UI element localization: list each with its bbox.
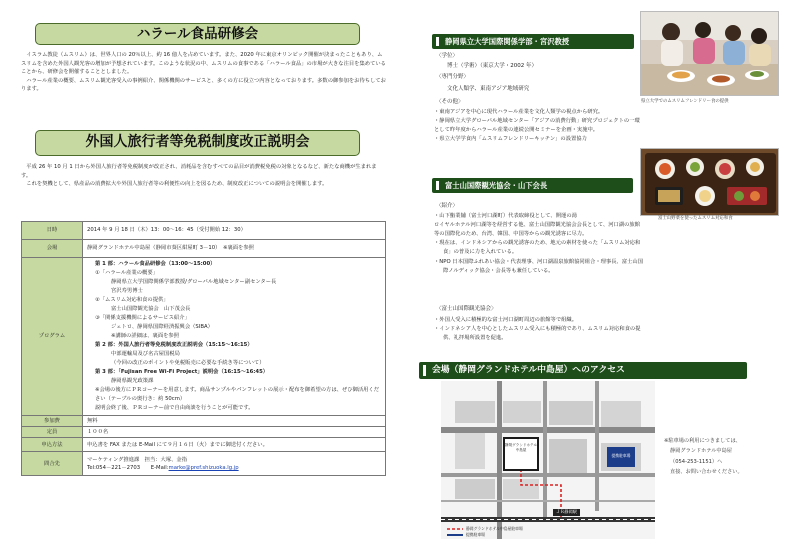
list-item: 食」の普及に力を入れている。	[443, 249, 518, 256]
other-label: 〈その他〉	[436, 99, 464, 105]
list-item: ・外国人受入に積極的な富士河口湖町周辺の旅館等で組織。	[434, 317, 578, 323]
program-line: 富士山国際観光協会 山下茂会長	[111, 306, 191, 312]
program-line: 静岡県立大学国際関係学部教授/グローバル地域センター副センター長	[111, 279, 277, 285]
parking-note	[664, 436, 794, 478]
washoku-photo-icon	[641, 149, 779, 216]
yamashita-assoc-list	[434, 316, 779, 343]
program-line: 第 2 部：外国人旅行者等免税制度改正説明会（15:15～16:15）	[95, 342, 253, 348]
tax-paragraph-1: 平成 26 年 10 月 1 日から外国人旅行者等免税制度が改正され、消耗品を含むすべての品目が消費税免税の対象となるなど、新たな商機が生まれます。	[21, 164, 377, 179]
halal-paragraph	[21, 51, 386, 94]
tax-title: 外国人旅行者等免税制度改正説明会	[85, 134, 310, 151]
header-accent	[436, 181, 439, 190]
apply-label: 申込方法	[22, 438, 83, 452]
capacity-value: １００名	[83, 427, 386, 438]
list-item: ロイヤルホテル河口湖等を経営する他、富士山国際観光協会会長として、河口湖の旅館	[434, 222, 640, 229]
degree-value: 博士（学術）（東京大学・2002 年）	[447, 63, 537, 69]
table-row	[22, 258, 386, 416]
table-row	[22, 416, 386, 427]
program-line: 第 1 部：ハラール食品研修会（13:00～15:00）	[95, 261, 216, 267]
header-accent	[423, 365, 426, 375]
field-value: 文化人類学、東南アジア地域研究	[447, 86, 530, 92]
list-item: ・山下鮨業舗（富士河口湖町）代表取締役として、開運の湯	[434, 213, 577, 219]
list-item: として昨年度からハラール産業の連続公開セミナーを企画・実施中。	[434, 127, 599, 134]
program-line: ②「ムスリム対応和食の提供」	[95, 297, 169, 303]
miyazawa-other-list	[434, 108, 774, 144]
list-item: ・NPO 日本国際ふれあい協会・代表理事、河口湖温泉旅館協同組合・理事長、富士山国	[434, 258, 643, 265]
washoku-photo	[640, 148, 779, 216]
venue-label: 会場	[22, 240, 83, 258]
table-row	[22, 222, 386, 240]
program-value	[83, 258, 386, 416]
program-line: （今回の改正のポイントや免税販売に必要な手続き等について）	[111, 360, 265, 366]
map-legend-hotel-parking: 静岡グランドホテル中島屋駐車場	[466, 526, 523, 531]
university-food-photo	[640, 11, 779, 96]
program-line: ※講師の詳細は、裏面を参照	[111, 333, 180, 339]
venue-value: 静岡グランドホテル中島屋（静岡市葵区紺屋町 3－10） ※裏面を参照	[83, 240, 386, 258]
contact-department: マーケティング推進課 担当：大塚、金指	[87, 456, 188, 463]
yamashita-header-text: 富士山国際観光協会・山下会長	[445, 180, 548, 190]
program-line: 中部運輸局及び名古屋国税局	[111, 351, 180, 357]
washoku-photo-caption: 富士山野菜を使ったムスリム対応和食	[658, 216, 733, 221]
miyazawa-header-text: 静岡県立大学国際関係学部・宮沢教授	[445, 36, 570, 46]
program-list	[87, 260, 381, 413]
table-row	[22, 438, 386, 452]
program-line: ジェトロ、静岡県国際経済振興会（SIBA）	[111, 324, 213, 330]
contact-email-link[interactable]: marke@pref.shizuoka.lg.jp	[168, 464, 239, 471]
list-item: 供、礼拝場所設置を促進。	[443, 335, 507, 342]
tax-paragraph-2: これを契機として、県産品の消費拡大や外国人旅行者等の利便性の向上を図るため、制度改正についての説明会を開催します。	[26, 181, 328, 188]
halal-paragraph-2: ハラール産業の概要、ムスリム観光客受入の事例紹介、関係機関のサービスと、多くの方に役立つ内容となっております。多数の御参加をお待ちしております。	[21, 77, 386, 93]
intro-label: 〈紹介〉	[436, 203, 459, 209]
program-line: 宮沢寿男博士	[111, 288, 143, 294]
header-accent	[436, 37, 439, 46]
program-line: ③「関係支援機関によるサービス紹介」	[95, 315, 190, 321]
map-parking-label: 提携駐車場	[611, 453, 631, 458]
list-item: 等の国際化のため、台湾、韓国、中国等からの観光誘客に尽力。	[434, 231, 588, 238]
fee-label: 参加費	[22, 416, 83, 427]
miyazawa-header	[432, 34, 634, 49]
parking-note-line: ※駐車場の利用につきましては、	[664, 438, 741, 444]
apply-value: 申込書を FAX または E-Mail にて９月１６日（火）までに御送付ください。	[83, 438, 386, 452]
contact-tel-mail	[87, 464, 381, 472]
contact-value	[83, 452, 386, 476]
table-row	[22, 427, 386, 438]
list-item: ・静岡県立大学グローバル地域センター「アジアの消費行動」研究プロジェクトの一環	[434, 118, 640, 125]
halal-title: ハラール食品研修会	[136, 25, 259, 42]
capacity-label: 定員	[22, 427, 83, 438]
map-legend-partner-parking: 提携駐車場	[466, 532, 485, 537]
tax-paragraph	[21, 163, 386, 189]
degree-label: 〈学位〉	[436, 53, 459, 59]
tax-title-banner	[35, 130, 360, 156]
list-item: ・県立大学学食内「ムスリムフレンドリーキッチン」の設置協力	[434, 136, 587, 143]
contact-label: 問合先	[22, 452, 83, 476]
list-item: ・東南アジアを中心に現代ハラール産業を文化人類学の視点から研究。	[434, 109, 604, 115]
date-value: 2014 年 9 月 18 日（木）13：00～16：45（受付開始 12：30）	[83, 222, 386, 240]
parking-note-line: （054-253-1151）へ	[670, 458, 723, 465]
date-label: 日時	[22, 222, 83, 240]
halal-title-banner	[35, 23, 360, 45]
access-header-text: 会場（静岡グランドホテル中島屋）へのアクセス	[432, 364, 625, 375]
event-info-table	[21, 221, 386, 476]
list-item: ・インドネシア人を中心としたムスリム受入にも積極的であり、ムスリム対応和食の提	[434, 326, 641, 333]
assoc-label: 〈富士山国際観光協会〉	[436, 306, 497, 312]
list-item: ・現在は、インドネシアからの観光誘客のため、地元の素材を使った「ムスリム対応和	[434, 240, 641, 247]
program-line: 第 3 部：「Fujisan Free Wi-Fi Project」説明会（16:15～16:45）	[95, 369, 269, 375]
program-line: 説明会終了後、ＰＲコーナー前で自由商談を行うことが可能です。	[95, 405, 254, 411]
field-label: 〈専門分野〉	[436, 74, 470, 80]
program-line: ※会場の後方にＰＲコーナーを用意します。商品サンプルやパンフレットの展示・配布を御希望の方は、ぜひ御活用ください（テーブルの奥行き：約 50cm）	[95, 387, 380, 402]
map-icon	[441, 381, 655, 539]
list-item: 際ノルディック協会・会長等も兼任している。	[443, 267, 554, 274]
map-hotel-label: 静岡グランドホテル中島屋	[504, 443, 538, 452]
contact-tel: Tel:054－221－2703 E-Mail:	[87, 464, 169, 471]
access-header	[419, 362, 747, 379]
parking-note-line: 直接、お問い合わせください。	[670, 469, 743, 476]
program-line: 静岡県観光政策課	[111, 378, 154, 384]
fee-value: 無料	[83, 416, 386, 427]
yamashita-header	[432, 178, 633, 193]
map-station-label: ＪＲ静岡駅	[553, 509, 580, 516]
program-label: プログラム	[22, 258, 83, 416]
table-row	[22, 240, 386, 258]
halal-paragraph-1: イスラム教徒（ムスリム）は、世界人口の 20％以上、約 16 億人を占めています。また、2020 年に東京オリンピック開催が決まったこともあり、ムスリムを含めた外国人観光客の増加が予想されています。このような状況の中、ムスリムの食事である「ハラール食品」の市場が大きな注目を集めていることから、研修会を開催することとしました。	[21, 52, 386, 76]
parking-note-line: 静岡グランドホテル中島屋	[670, 448, 732, 455]
program-line: ①「ハラール産業の概要」	[95, 270, 158, 276]
yamashita-intro-list	[434, 212, 779, 276]
university-photo-caption: 県立大学でのムスリムフレンドリー食の提供	[641, 99, 729, 104]
access-map	[441, 381, 655, 539]
food-photo-icon	[641, 12, 779, 96]
table-row	[22, 452, 386, 476]
